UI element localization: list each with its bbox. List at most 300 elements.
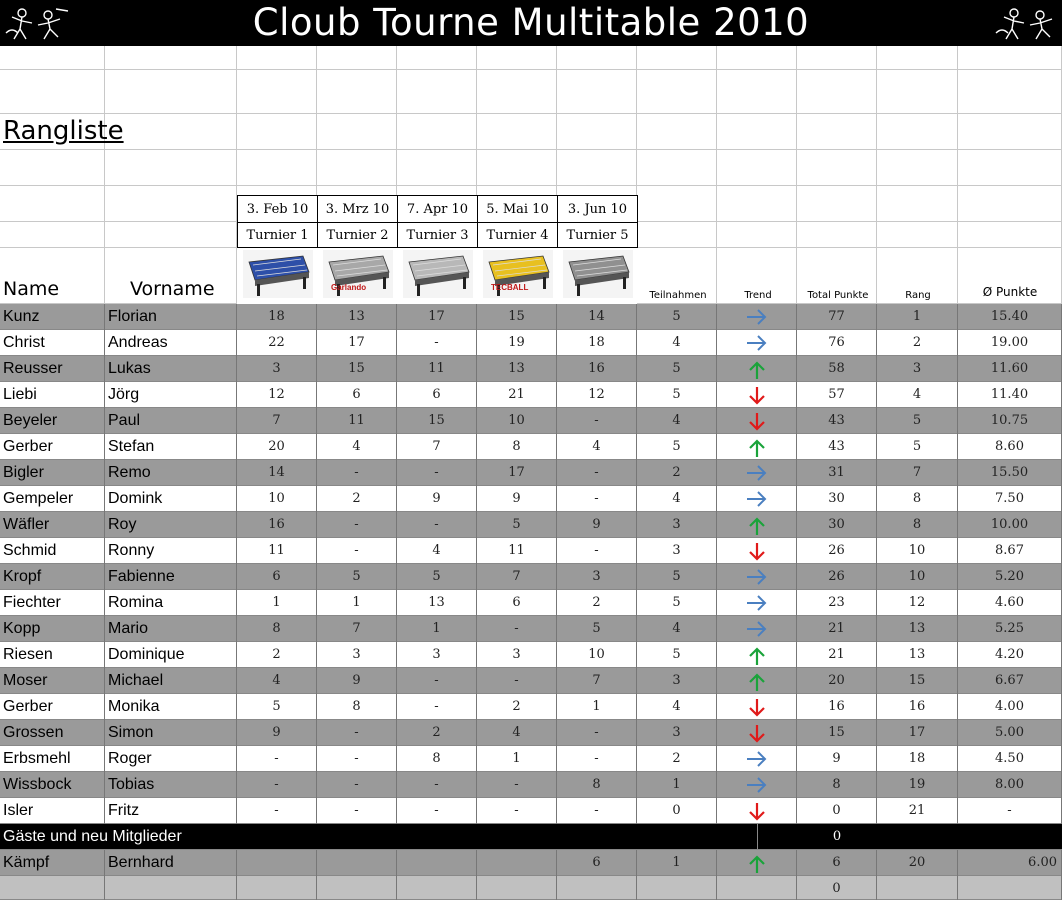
grid-cell: [105, 222, 237, 248]
cell-score: -: [477, 772, 557, 798]
cell-score: 15: [397, 408, 477, 434]
cell-trend: [717, 460, 797, 486]
cell-score: -: [317, 538, 397, 564]
brand-label: Garlando: [331, 283, 367, 292]
cell-score: 19: [477, 330, 557, 356]
tournament-label: Turnier 5: [557, 222, 638, 248]
table-row: [0, 408, 1062, 434]
cell-name: Grossen: [0, 720, 105, 746]
cell-score: 7: [557, 668, 637, 694]
tournament-label: Turnier 3: [397, 222, 478, 248]
cell-score: 17: [317, 330, 397, 356]
cell-score: -: [477, 616, 557, 642]
cell-rang: 3: [877, 356, 958, 382]
cell-teilnahmen: 5: [637, 564, 717, 590]
cell-name: Isler: [0, 798, 105, 824]
grid-cell: [877, 46, 958, 70]
cell-score: 5: [317, 564, 397, 590]
cell-name: Gempeler: [0, 486, 105, 512]
cell-score: 7: [317, 616, 397, 642]
cell-vorname: Fritz: [105, 798, 237, 824]
trend-up-arrow-icon: [745, 359, 769, 379]
cell-score: -: [317, 772, 397, 798]
cell-avg: 8.60: [958, 434, 1062, 460]
cell-vorname: Ronny: [105, 538, 237, 564]
footer-cell: [317, 876, 397, 900]
cell-trend: [717, 512, 797, 538]
cell-name: Moser: [0, 668, 105, 694]
cell-score: 2: [477, 694, 557, 720]
cell-score: -: [477, 668, 557, 694]
trend-up-arrow-icon: [745, 671, 769, 691]
cell-score: 9: [237, 720, 317, 746]
cell-trend: [717, 642, 797, 668]
cell-trend: [717, 564, 797, 590]
grid-cell: [877, 70, 958, 114]
trend-right-arrow-icon: [745, 619, 769, 639]
footer-cell: [717, 876, 797, 900]
cell-avg: 4.20: [958, 642, 1062, 668]
grid-cell: [877, 186, 958, 222]
grid-cell: [797, 70, 877, 114]
cell-rang: 21: [877, 798, 958, 824]
grid-cell: [717, 186, 797, 222]
trend-down-arrow-icon: [745, 385, 769, 405]
cell-total: 9: [797, 746, 877, 772]
cell-vorname: Roy: [105, 512, 237, 538]
trend-right-arrow-icon: [745, 489, 769, 509]
cell-score: 3: [237, 356, 317, 382]
cell-score: 2: [317, 486, 397, 512]
cell-score: 9: [317, 668, 397, 694]
cell-teilnahmen: 5: [637, 434, 717, 460]
cell-name: Riesen: [0, 642, 105, 668]
cell-vorname: Bernhard: [105, 850, 237, 876]
cell-vorname: Mario: [105, 616, 237, 642]
trend-up-arrow-icon: [745, 853, 769, 873]
tournament-date: 3. Jun 10: [557, 195, 638, 223]
cell-teilnahmen: 4: [637, 694, 717, 720]
cell-name: Kopp: [0, 616, 105, 642]
table-row: [0, 746, 1062, 772]
foosball-table-icon: [243, 250, 313, 298]
table-row: [0, 434, 1062, 460]
cell-score: 3: [557, 564, 637, 590]
cell-total: 31: [797, 460, 877, 486]
cell-trend: [717, 720, 797, 746]
grid-cell: [958, 186, 1062, 222]
cell-trend: [717, 616, 797, 642]
cell-name: Kropf: [0, 564, 105, 590]
cell-name: Gerber: [0, 434, 105, 460]
cell-total: 30: [797, 512, 877, 538]
cell-total: 16: [797, 694, 877, 720]
grid-cell: [477, 70, 557, 114]
cell-rang: 18: [877, 746, 958, 772]
cell-avg: 5.20: [958, 564, 1062, 590]
cell-rang: 4: [877, 382, 958, 408]
cell-score: [397, 850, 477, 876]
table-row: [0, 694, 1062, 720]
grid-cell: [397, 114, 477, 150]
cell-score: 13: [397, 590, 477, 616]
cell-rang: 20: [877, 850, 958, 876]
cell-avg: 8.00: [958, 772, 1062, 798]
cell-score: 18: [557, 330, 637, 356]
cell-score: -: [317, 720, 397, 746]
cell-score: 4: [557, 434, 637, 460]
grid-cell: [557, 114, 637, 150]
cell-score: 15: [317, 356, 397, 382]
cell-avg: 4.50: [958, 746, 1062, 772]
cell-score: 4: [317, 434, 397, 460]
grid-cell: [557, 150, 637, 186]
cell-rang: 2: [877, 330, 958, 356]
grid-cell: [637, 186, 717, 222]
table-row: [0, 330, 1062, 356]
cell-teilnahmen: 1: [637, 850, 717, 876]
cell-total: 26: [797, 538, 877, 564]
cell-score: 1: [477, 746, 557, 772]
cell-vorname: Romina: [105, 590, 237, 616]
tournament-label: Turnier 1: [237, 222, 318, 248]
cell-score: 3: [477, 642, 557, 668]
grid-cell: [0, 222, 105, 248]
cell-score: [317, 850, 397, 876]
grid-cell: [317, 70, 397, 114]
grid-cell: [637, 70, 717, 114]
cell-vorname: Florian: [105, 304, 237, 330]
column-header-avg: Ø Punkte: [982, 285, 1038, 299]
table-row: [0, 564, 1062, 590]
cell-trend: [717, 668, 797, 694]
footer-cell: [237, 876, 317, 900]
grid-cell: [397, 150, 477, 186]
column-header-trend: Trend: [744, 290, 772, 301]
tournament-date: 3. Feb 10: [237, 195, 318, 223]
footer-cell: [0, 876, 105, 900]
grid-cell: [105, 150, 237, 186]
tournament-date: 3. Mrz 10: [317, 195, 398, 223]
cell-teilnahmen: 5: [637, 382, 717, 408]
cell-name: Fiechter: [0, 590, 105, 616]
cell-vorname: Stefan: [105, 434, 237, 460]
tournament-label: Turnier 4: [477, 222, 558, 248]
cell-avg: 7.50: [958, 486, 1062, 512]
cell-teilnahmen: 4: [637, 616, 717, 642]
grid-cell: [105, 46, 237, 70]
cell-rang: 10: [877, 564, 958, 590]
cell-total: 43: [797, 408, 877, 434]
grid-cell: [477, 46, 557, 70]
cell-vorname: Lukas: [105, 356, 237, 382]
table-footer-row: [0, 876, 1062, 900]
cell-score: 13: [317, 304, 397, 330]
cell-score: 1: [317, 590, 397, 616]
grid-cell: [717, 114, 797, 150]
grid-cell: [797, 114, 877, 150]
grid-cell: [105, 114, 237, 150]
trend-right-arrow-icon: [745, 775, 769, 795]
cell-avg: 4.60: [958, 590, 1062, 616]
column-header-rang: Rang: [905, 290, 931, 301]
cell-score: -: [317, 512, 397, 538]
cell-total: 30: [797, 486, 877, 512]
cell-name: Kunz: [0, 304, 105, 330]
cell-score: 12: [237, 382, 317, 408]
cell-name: Schmid: [0, 538, 105, 564]
cell-score: 5: [557, 616, 637, 642]
grid-cell: [0, 150, 105, 186]
cell-score: 4: [237, 668, 317, 694]
cell-rang: 15: [877, 668, 958, 694]
table-row: [0, 356, 1062, 382]
cell-total: 43: [797, 434, 877, 460]
cell-score: 6: [397, 382, 477, 408]
cell-teilnahmen: 4: [637, 486, 717, 512]
grid-cell: [797, 150, 877, 186]
table-row: [0, 668, 1062, 694]
footer-cell: [557, 876, 637, 900]
cell-total: 23: [797, 590, 877, 616]
cell-teilnahmen: 3: [637, 668, 717, 694]
cell-score: 17: [397, 304, 477, 330]
cell-score: 16: [557, 356, 637, 382]
cell-name: Beyeler: [0, 408, 105, 434]
grid-cell: [637, 114, 717, 150]
cell-trend: [717, 590, 797, 616]
cell-total: 0: [797, 798, 877, 824]
tournament-date: 5. Mai 10: [477, 195, 558, 223]
cell-score: 7: [477, 564, 557, 590]
cell-avg: 15.50: [958, 460, 1062, 486]
table-row: [0, 720, 1062, 746]
table-row: [0, 616, 1062, 642]
cell-total: 8: [797, 772, 877, 798]
column-header-vorname: Vorname: [130, 278, 215, 300]
grid-cell: [237, 150, 317, 186]
cell-score: 4: [397, 538, 477, 564]
cell-score: 6: [477, 590, 557, 616]
brand-label: TECBALL: [491, 283, 529, 292]
cell-rang: 13: [877, 616, 958, 642]
cell-score: -: [397, 772, 477, 798]
cell-score: 5: [477, 512, 557, 538]
grid-cell: [237, 70, 317, 114]
cell-name: Bigler: [0, 460, 105, 486]
cell-score: -: [317, 460, 397, 486]
cell-score: 4: [477, 720, 557, 746]
cell-score: 9: [477, 486, 557, 512]
cell-score: 14: [237, 460, 317, 486]
table-row: [0, 538, 1062, 564]
foosball-table-icon: [563, 250, 633, 298]
cell-teilnahmen: 5: [637, 356, 717, 382]
cell-score: 10: [477, 408, 557, 434]
cell-total: 77: [797, 304, 877, 330]
table-row: [0, 382, 1062, 408]
cell-score: -: [317, 746, 397, 772]
cell-trend: [717, 382, 797, 408]
cell-teilnahmen: 1: [637, 772, 717, 798]
table-row: [0, 460, 1062, 486]
cell-score: 8: [477, 434, 557, 460]
cell-rang: 1: [877, 304, 958, 330]
cell-score: -: [397, 460, 477, 486]
cell-score: 8: [397, 746, 477, 772]
cell-score: -: [237, 798, 317, 824]
trend-right-arrow-icon: [745, 593, 769, 613]
cell-teilnahmen: 5: [637, 590, 717, 616]
cell-vorname: Simon: [105, 720, 237, 746]
cell-avg: 6.67: [958, 668, 1062, 694]
cell-rang: 12: [877, 590, 958, 616]
grid-cell: [797, 186, 877, 222]
tournament-date: 7. Apr 10: [397, 195, 478, 223]
cell-trend: [717, 356, 797, 382]
foosball-table-icon: [403, 250, 473, 298]
cell-score: 8: [237, 616, 317, 642]
cell-score: 1: [237, 590, 317, 616]
grid-cell: [958, 70, 1062, 114]
trend-right-arrow-icon: [745, 749, 769, 769]
footer-cell: [958, 876, 1062, 900]
grid-cell: [877, 114, 958, 150]
cell-trend: [717, 408, 797, 434]
cell-score: 10: [557, 642, 637, 668]
grid-cell: [0, 46, 105, 70]
grid-cell: [237, 46, 317, 70]
table-row: [0, 798, 1062, 824]
cell-total: 21: [797, 642, 877, 668]
grid-cell: [477, 150, 557, 186]
cell-score: 2: [397, 720, 477, 746]
cell-rang: 8: [877, 512, 958, 538]
grid-cell: [797, 46, 877, 70]
cell-teilnahmen: 5: [637, 304, 717, 330]
cell-trend: [717, 772, 797, 798]
cell-avg: 5.25: [958, 616, 1062, 642]
sheet-title: Rangliste: [3, 116, 124, 146]
grid-cell: [717, 46, 797, 70]
trend-right-arrow-icon: [745, 567, 769, 587]
cell-score: 21: [477, 382, 557, 408]
grid-cell: [397, 46, 477, 70]
cell-rang: 5: [877, 434, 958, 460]
grid-cell: [637, 150, 717, 186]
footer-cell: [637, 876, 717, 900]
trend-right-arrow-icon: [745, 307, 769, 327]
divider: [757, 824, 758, 850]
grid-cell: [105, 186, 237, 222]
grid-cell: [317, 150, 397, 186]
cell-rang: 5: [877, 408, 958, 434]
cell-name: Christ: [0, 330, 105, 356]
grid-cell: [877, 150, 958, 186]
cell-score: -: [397, 330, 477, 356]
cell-score: 10: [237, 486, 317, 512]
cell-total: 6: [797, 850, 877, 876]
guests-label: Gäste und neu Mitglieder: [3, 828, 182, 845]
cell-name: Kämpf: [0, 850, 105, 876]
cell-trend: [717, 694, 797, 720]
cell-name: Wäfler: [0, 512, 105, 538]
cell-rang: 17: [877, 720, 958, 746]
cell-avg: 11.60: [958, 356, 1062, 382]
title-bar: [0, 0, 1062, 46]
cell-score: -: [397, 512, 477, 538]
column-header-teilnahmen: Teilnahmen: [649, 290, 707, 301]
cell-vorname: Paul: [105, 408, 237, 434]
cell-score: 2: [557, 590, 637, 616]
cell-score: 16: [237, 512, 317, 538]
cell-vorname: Remo: [105, 460, 237, 486]
cell-name: Wissbock: [0, 772, 105, 798]
cell-vorname: Jörg: [105, 382, 237, 408]
cell-avg: 10.00: [958, 512, 1062, 538]
cell-score: 1: [397, 616, 477, 642]
grid-cell: [477, 114, 557, 150]
cell-teilnahmen: 0: [637, 798, 717, 824]
cell-score: 11: [317, 408, 397, 434]
cell-score: -: [317, 798, 397, 824]
cell-vorname: Domink: [105, 486, 237, 512]
cell-trend: [717, 434, 797, 460]
table-row: [0, 304, 1062, 330]
grid-cell: [237, 114, 317, 150]
cell-vorname: Monika: [105, 694, 237, 720]
cell-teilnahmen: 2: [637, 460, 717, 486]
cell-score: 9: [397, 486, 477, 512]
cell-score: 15: [477, 304, 557, 330]
column-header-total: Total Punkte: [807, 290, 869, 301]
cell-score: 1: [557, 694, 637, 720]
foosball-players-logo-icon: [990, 3, 1060, 43]
cell-score: 7: [237, 408, 317, 434]
footer-cell: [477, 876, 557, 900]
cell-teilnahmen: 3: [637, 512, 717, 538]
grid-cell: [557, 46, 637, 70]
cell-total: 20: [797, 668, 877, 694]
grid-cell: [397, 70, 477, 114]
cell-score: 13: [477, 356, 557, 382]
cell-vorname: Tobias: [105, 772, 237, 798]
cell-trend: [717, 746, 797, 772]
cell-avg: 5.00: [958, 720, 1062, 746]
cell-score: 5: [397, 564, 477, 590]
cell-score: [237, 850, 317, 876]
cell-vorname: Andreas: [105, 330, 237, 356]
cell-vorname: Fabienne: [105, 564, 237, 590]
cell-name: Gerber: [0, 694, 105, 720]
cell-total: 15: [797, 720, 877, 746]
column-header-name: Name: [3, 278, 60, 300]
cell-score: -: [397, 798, 477, 824]
cell-score: 20: [237, 434, 317, 460]
grid-cell: [797, 222, 877, 248]
cell-score: -: [237, 772, 317, 798]
cell-score: -: [397, 668, 477, 694]
footer-cell: [397, 876, 477, 900]
cell-score: 9: [557, 512, 637, 538]
cell-teilnahmen: 4: [637, 330, 717, 356]
cell-total: 76: [797, 330, 877, 356]
guests-total: 0: [832, 829, 842, 844]
trend-up-arrow-icon: [745, 437, 769, 457]
cell-teilnahmen: 3: [637, 720, 717, 746]
cell-trend: [717, 798, 797, 824]
cell-vorname: Dominique: [105, 642, 237, 668]
